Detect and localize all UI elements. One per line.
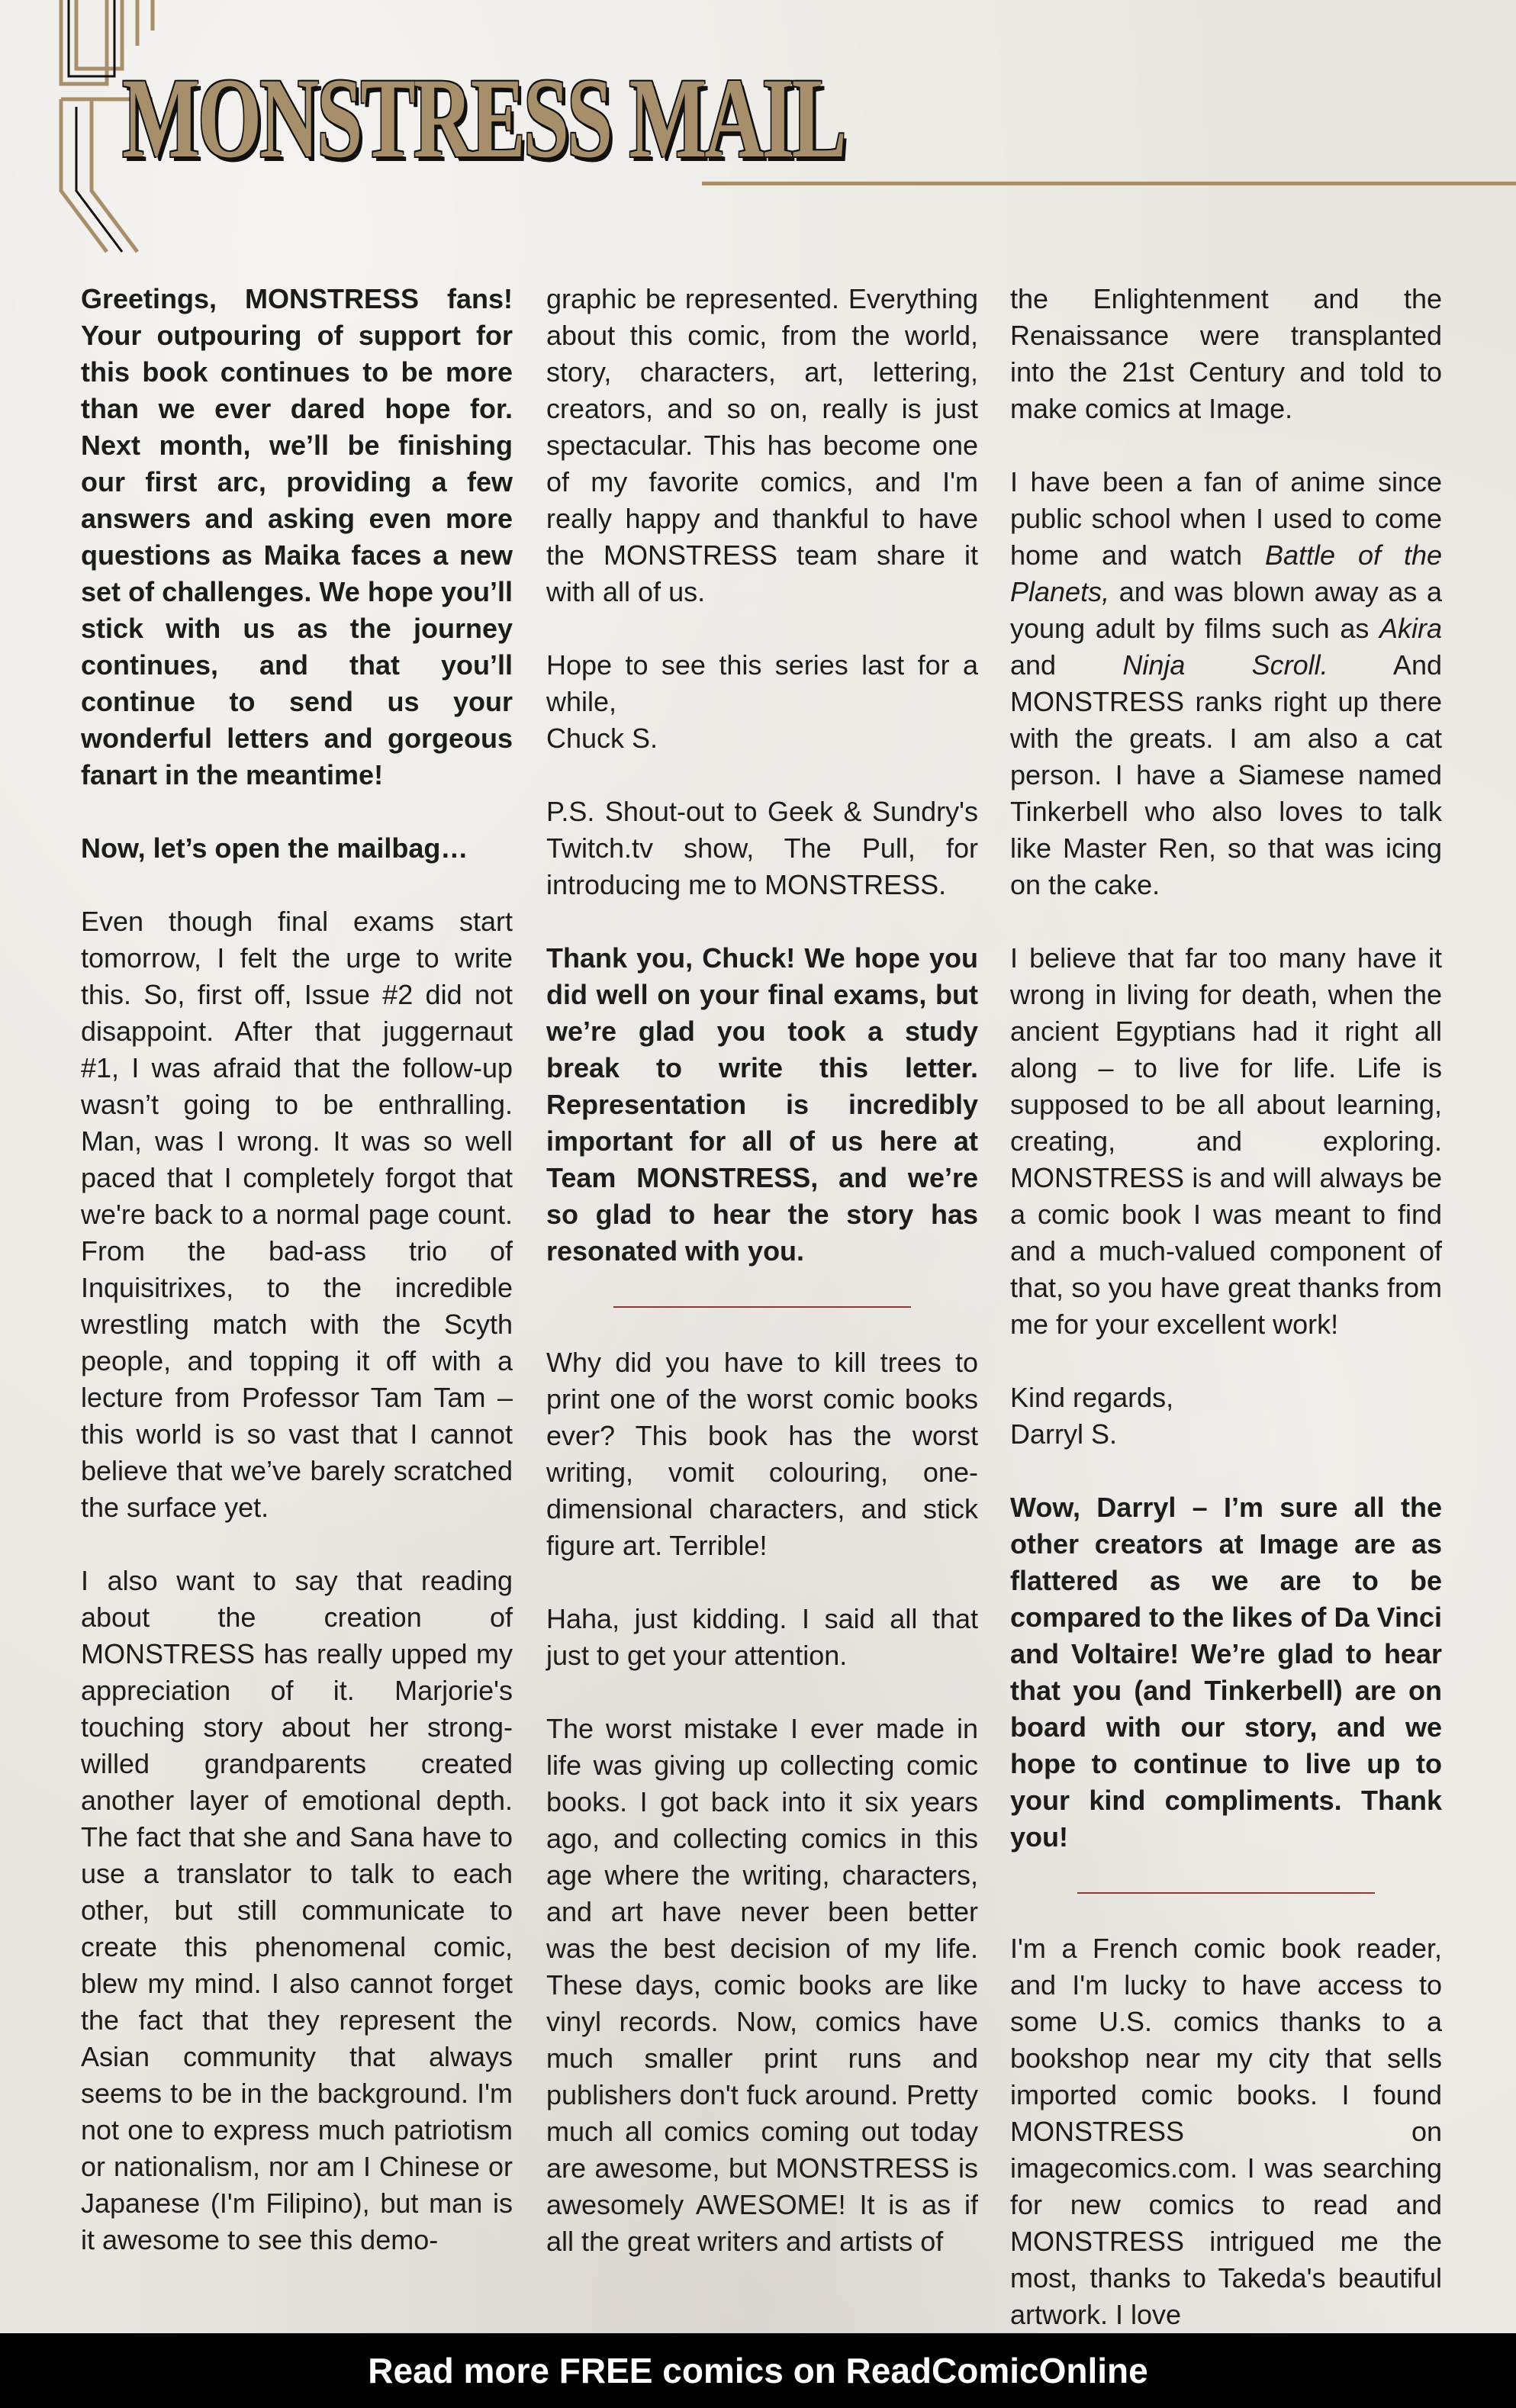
text-run: I have been a fan of anime since public school when I used to come home and watch — [1010, 466, 1442, 571]
letter-paragraph: I believe that far too many have it wrong in living for death, when the ancient Egyptians had it right all along – to live for life. Life is supposed to be all about learning, creating, and exploring. MONSTRESS is and will always be a comic book I was meant to find and a much-valued component of that, so you have great thanks from me for your excellent work! — [1010, 942, 1442, 1340]
letter-signature: Darryl S. — [1010, 1418, 1118, 1450]
signoff-line: Kind regards, — [1010, 1382, 1174, 1413]
letter-postscript: P.S. Shout-out to Geek & Sundry's Twitch.tv show, The Pull, for introducing me to MONSTRESS. — [546, 796, 978, 900]
page-title: MONSTRESS MAIL — [122, 55, 845, 182]
title-reference: Ninja Scroll. — [1122, 649, 1328, 681]
text-run: and was blown away as a young adult by films such as — [1010, 576, 1442, 644]
letter-paragraph: I also want to say that reading about the creation of MONSTRESS has really upped my appreciation of it. Marjorie's touching story about her strong-willed grandparents created another layer of emotional depth. The fact that she and Sana have to use a translator to talk to each other, but still communicate to create this phenomenal comic, blew my mind. I also cannot forget the fact that they represent the Asian community that always seems to be in the background. I'm not one to express much patriotism or nationalism, nor am I Chinese or Japanese (I'm Filipino), but man is it awesome to see this demo- — [81, 1565, 513, 2255]
title-reference: Akira — [1379, 613, 1442, 644]
editor-intro: Greetings, MONSTRESS fans! Your outpouring of support for this book continues to be more than we ever dared hope for. Next month, we’ll be finishing our first arc, providing a few answers and asking even more questions as Maika faces a new set of challenges. We hope you’ll stick with us as the journey continues, and that you’ll continue to send us your wonderful letters and gorgeous fanart in the meantime! — [81, 283, 513, 790]
letter-signoff — [546, 647, 978, 757]
footer-banner[interactable]: Read more FREE comics on ReadComicOnline — [0, 2333, 1516, 2408]
letter-paragraph: Haha, just kidding. I said all that just to get your attention. — [546, 1603, 978, 1671]
letter-paragraph: the Enlightenment and the Renaissance were transplanted into the 21st Century and told to make comics at Image. — [1010, 283, 1442, 424]
column-2 — [546, 281, 978, 2297]
letter-paragraph: Even though final exams start tomorrow, I felt the urge to write this. So, first off, Issue #2 did not disappoint. After that juggernaut #1, I was afraid that the follow-up wasn’t going to be enthralling. Man, was I wrong. It was so well paced that I completely forgot that we're back to a normal page count. From the bad-ass trio of Inquisitrixes, to the incredible wrestling match with the Scyth people, and topping it off with a lecture from Professor Tam Tam – this world is so vast that I cannot believe that we’ve barely scratched the surface yet. — [81, 906, 513, 1523]
title-reference: Battle of the Planets, — [1010, 539, 1442, 607]
column-1 — [81, 281, 513, 2295]
mailbag-heading: Now, let’s open the mailbag… — [81, 832, 468, 864]
signoff-line: Hope to see this series last for a while, — [546, 649, 978, 717]
letter-paragraph: I'm a French comic book reader, and I'm lucky to have access to some U.S. comics thanks to a bookshop near my city that sells imported comic books. I found MONSTRESS on imagecomics.com. I was searching for new comics to read and MONSTRESS intrigued me the most, thanks to Takeda's beautiful artwork. I love — [1010, 1933, 1442, 2330]
letter-paragraph — [1010, 464, 1442, 903]
text-run: And MONSTRESS ranks right up there with the greats. I am also a cat person. I have a Siamese named Tinkerbell who also loves to talk like Master Ren, so that was icing on the cake. — [1010, 649, 1442, 900]
text-run: and — [1010, 649, 1123, 681]
letter-paragraph: The worst mistake I ever made in life was giving up collecting comic books. I got back into it six years ago, and collecting comics in this age where the writing, characters, and art have never been better was the best decision of my life. These days, comic books are like vinyl records. Now, comics have much smaller print runs and publishers don't fuck around. Pretty much all comics coming out today are awesome, but MONSTRESS is awesomely AWESOME! It is as if all the great writers and artists of — [546, 1713, 978, 2257]
header — [0, 0, 1516, 259]
section-divider — [1077, 1892, 1375, 1894]
letter-paragraph: Why did you have to kill trees to print one of the worst comic books ever? This book has the worst writing, vomit colouring, one-dimensional characters, and stick figure art. Terrible! — [546, 1347, 978, 1561]
letter-signoff — [1010, 1379, 1442, 1453]
editor-reply: Thank you, Chuck! We hope you did well on your final exams, but we’re glad you took a study break to write this letter. Representation is incredibly important for all of us here at Team MONSTRESS, and we’re so glad to hear the story has resonated with you. — [546, 942, 978, 1267]
column-3 — [1010, 281, 1442, 2370]
letter-paragraph: graphic be represented. Everything about this comic, from the world, story, characters, art, lettering, creators, and so on, really is just spectacular. This has become one of my favorite comics, and I'm really happy and thankful to have the MONSTRESS team share it with all of us. — [546, 283, 978, 607]
title-rule — [702, 182, 1516, 185]
section-divider — [613, 1306, 911, 1308]
letter-signature: Chuck S. — [546, 723, 658, 754]
editor-reply: Wow, Darryl – I’m sure all the other creators at Image are as flattered as we are to be compared to the likes of Da Vinci and Voltaire! We’re glad to hear that you (and Tinkerbell) are on board with our story, and we hope to continue to live up to your kind compliments. Thank you! — [1010, 1492, 1442, 1853]
